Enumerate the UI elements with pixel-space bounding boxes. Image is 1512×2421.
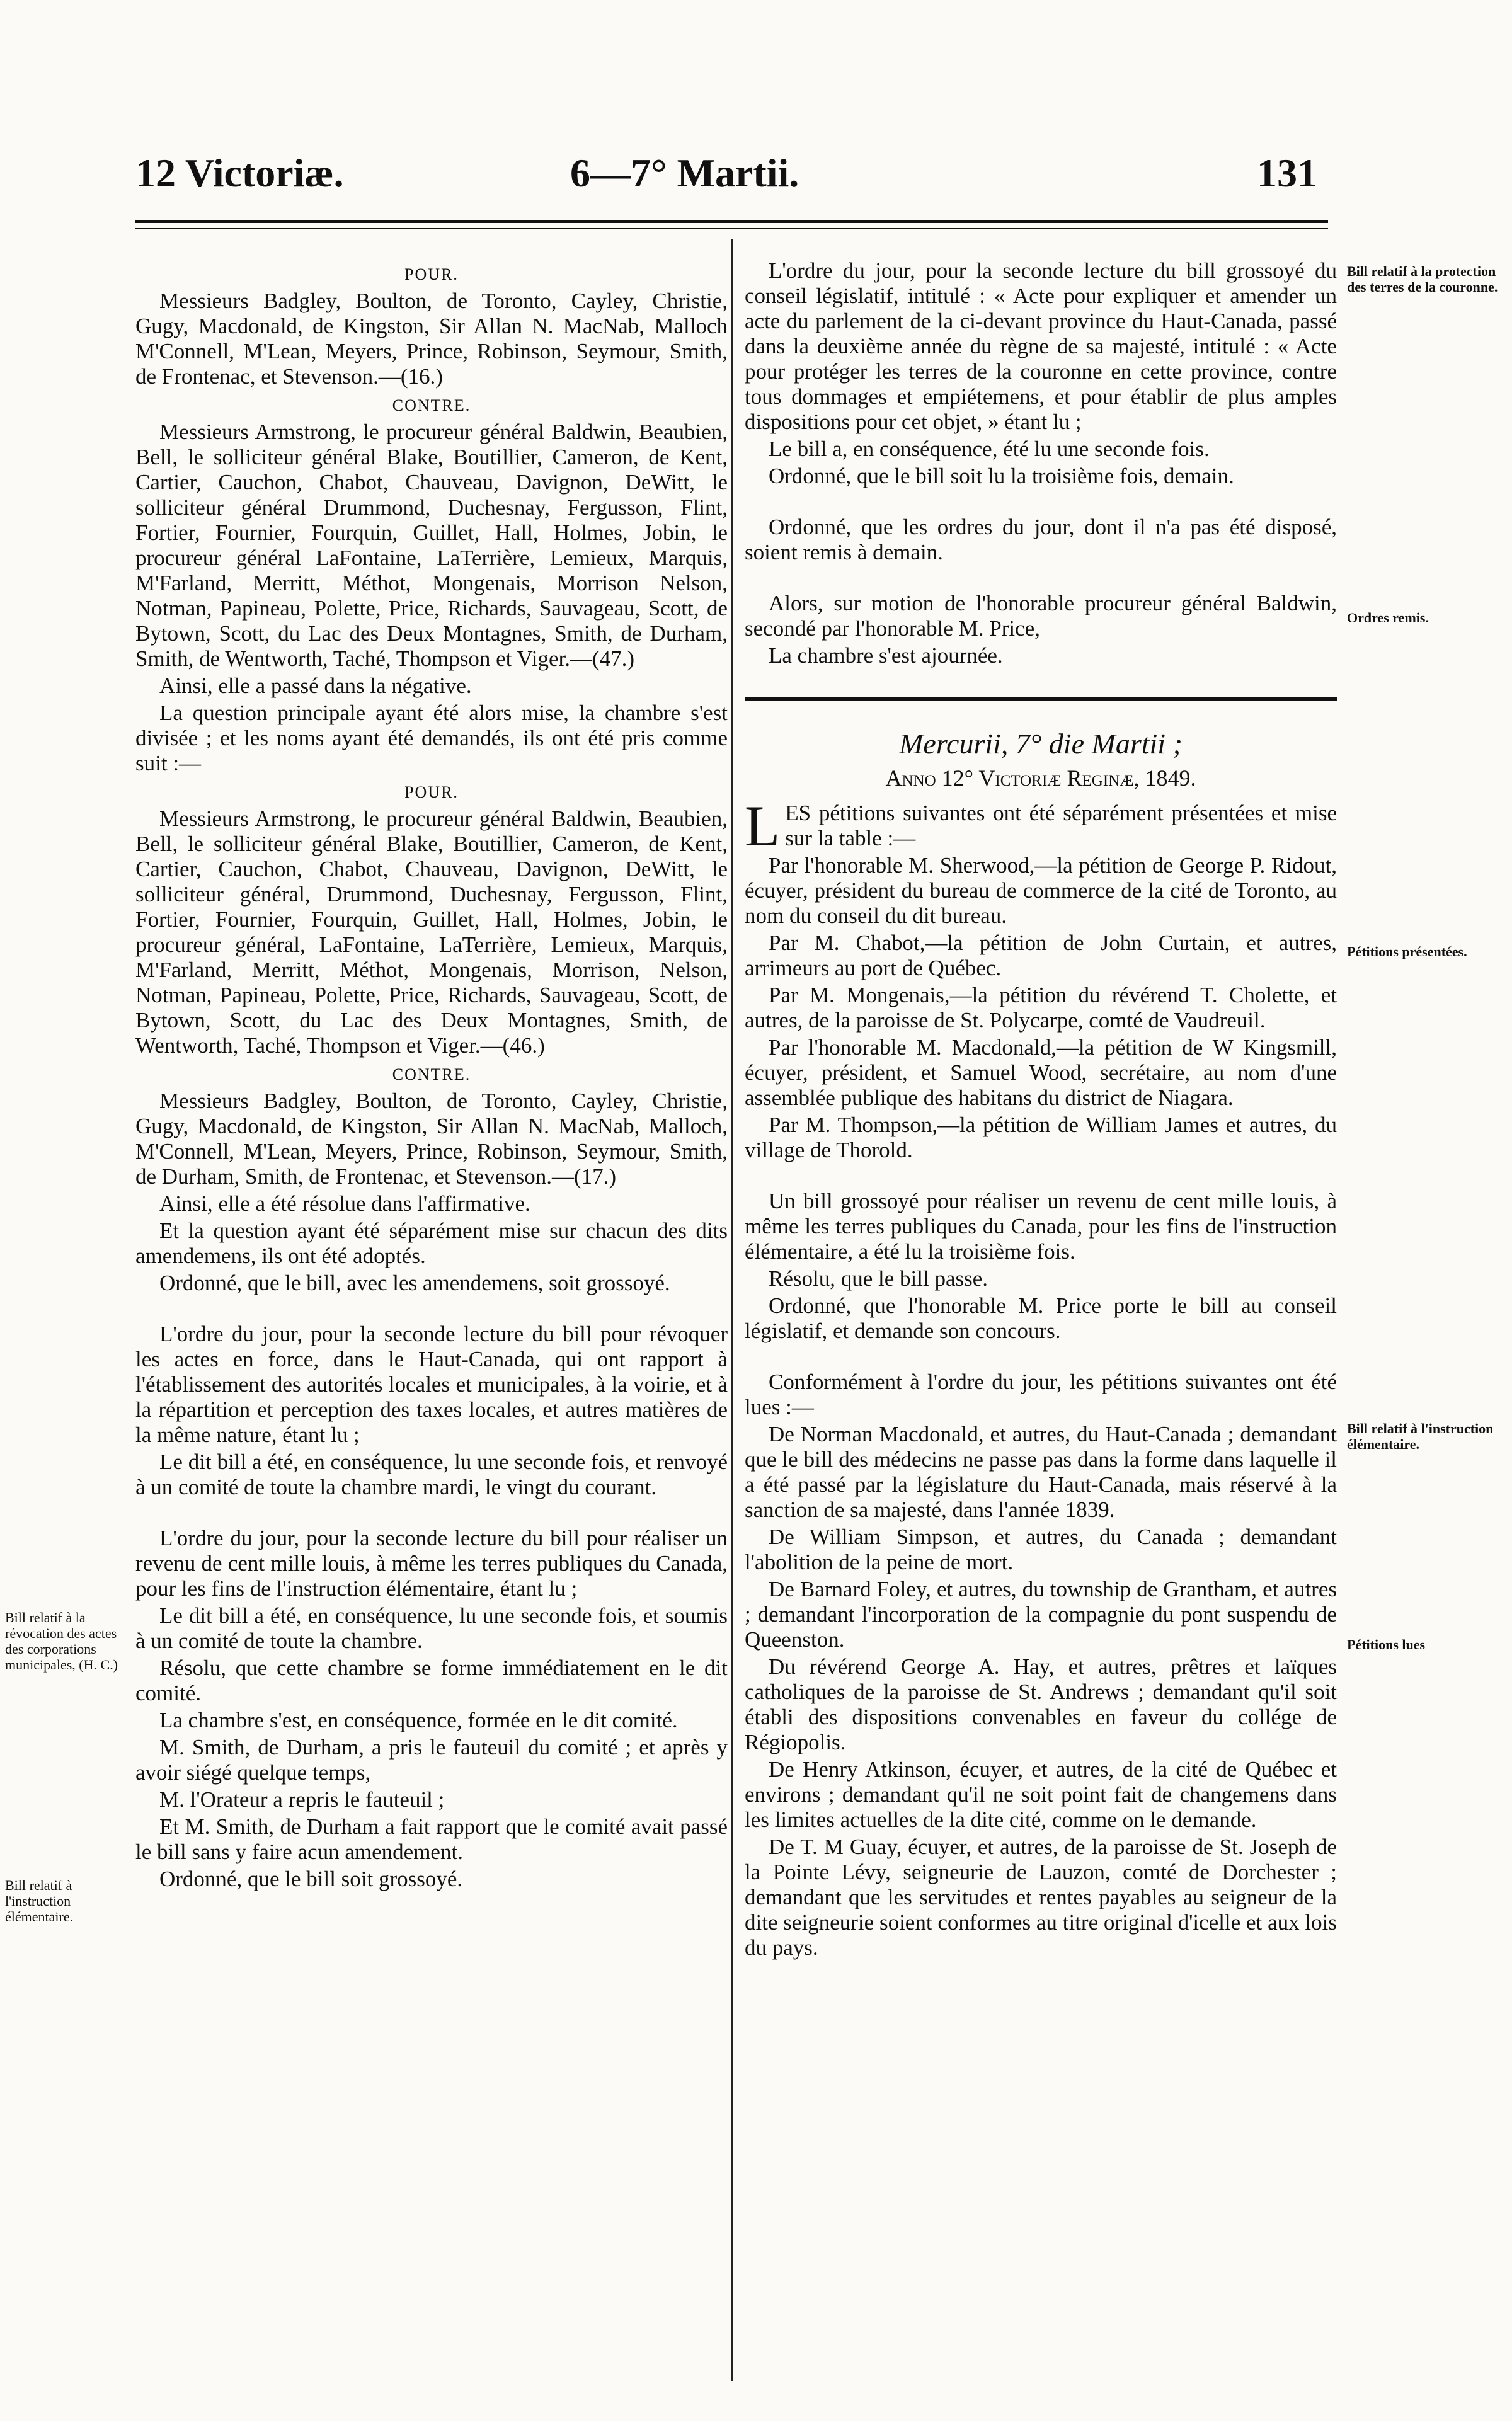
column-separator [731,239,733,2381]
paragraph: Et M. Smith, de Durham a fait rapport que le comité avait passé le bill sans y faire acun amendement. [135,1814,728,1864]
paragraph-gap [135,1502,728,1526]
vote-heading: POUR. [404,783,459,801]
paragraph: Ordonné, que le bill soit grossoyé. [159,1867,463,1891]
section-divider [745,697,1337,701]
paragraph: Le dit bill a été, en conséquence, lu une seconde fois, et renvoyé à un comité de toute la chambre mardi, le vingt du courant. [135,1450,728,1499]
paragraph: Par M. Mongenais,—la pétition du révérend T. Cholette, et autres, de la paroisse de St. Polycarpe, comté de Vaudreuil. [745,983,1337,1033]
paragraph: Ordonné, que le bill soit lu la troisième fois, demain. [769,464,1234,488]
page-number: 131 [1257,151,1317,195]
margin-note: Bill relatif à l'instruction élémentaire. [1347,1421,1494,1452]
paragraph: La question principale ayant été alors mise, la chambre s'est divisée ; et les noms ayant été demandés, ils ont été pris comme suit :— [135,701,728,776]
paragraph: Un bill grossoyé pour réaliser un revenu de cent mille louis, à même les terres publiques du Canada, pour les fins de l'instruction élémentaire, a été lu la troisième fois. [745,1189,1337,1264]
paragraph: L'ordre du jour, pour la seconde lecture du bill pour révoquer les actes en force, dans le Haut-Canada, qui ont rapport à l'établissement des autorités locales et municipales, à la voirie, et à la répartition et perception des taxes locales, et autres matières de la même nature, étant lu ; [135,1322,728,1447]
right-column [745,258,1337,2388]
paragraph: Par l'honorable M. Sherwood,—la pétition de George P. Ridout, écuyer, président du bureau de commerce de la cité de Toronto, au nom du conseil du dit bureau. [745,853,1337,928]
paragraph: ES pétitions suivantes ont été séparément présentées et mise sur la table :— [785,801,1337,850]
paragraph: Du révérend George A. Hay, et autres, prêtres et laïques catholiques de la paroisse de St. Andrews ; demandant qu'il soit établi des dispositions convenables en faveur du collége de Régiopolis. [745,1654,1337,1754]
paragraph-gap [745,1165,1337,1189]
margin-note: Bill relatif à la révocation des actes des corporations municipales, (H. C.) [5,1610,118,1673]
paragraph: Ainsi, elle a passé dans la négative. [159,673,472,698]
paragraph: La chambre s'est ajournée. [769,643,1003,668]
anno-line: Anno 12° Victoriæ Reginæ, 1849. [885,765,1196,791]
margin-note: Pétitions présentées. [1347,944,1467,959]
paragraph: M. Smith, de Durham, a pris le fauteuil du comité ; et après y avoir siégé quelque temps, [135,1735,728,1785]
paragraph: Messieurs Armstrong, le procureur général Baldwin, Beaubien, Bell, le solliciteur général Blake, Boutillier, Cameron, de Kent, Cartier, Cauchon, Chabot, Chauveau, Davignon, DeWitt, le solliciteur général, Drummond, Duchesnay, Fergusson, Flint, Fortier, Fournier, Fourquin, Guillet, Hall, Holmes, Jobin, le procureur général, LaFontaine, LaTerrière, Lemieux, Marquis, M'Farland, Merritt, Méthot, Mongenais, Morrison, Nelson, Notman, Papineau, Polette, Price, Richards, Sauvageau, Scott, de Bytown, Scott, du Lac des Deux Montagnes, Smith, de Wentworth, Taché, Thompson et Viger.—(46.) [135,806,728,1058]
paragraph-gap [745,567,1337,591]
paragraph: Messieurs Badgley, Boulton, de Toronto, Cayley, Christie, Gugy, Macdonald, de Kingston, Sir Allan N. MacNab, Malloch, M'Connell, M'Lean, Meyers, Prince, Robinson, Seymour, Smith, de Durham, Smith, de Frontenac, et Stevenson.—(17.) [135,1089,728,1189]
paragraph-gap [745,491,1337,515]
paragraph: L'ordre du jour, pour la seconde lecture du bill grossoyé du conseil législatif, intitulé : « Acte pour expliquer et amender un acte du parlement de la ci-devant province du Haut-Canada, passé dans la deuxième année du règne de sa majesté, intitulé : « Acte pour protéger les terres de la couronne en cette province, contre tous dommages et empiétemens, et pour établir de plus amples dispositions pour cet objet, » étant lu ; [745,258,1337,434]
paragraph: Ordonné, que le bill, avec les amendemens, soit grossoyé. [159,1271,670,1295]
paragraph: Le bill a, en conséquence, été lu une seconde fois. [769,437,1210,461]
paragraph: Messieurs Badgley, Boulton, de Toronto, Cayley, Christie, Gugy, Macdonald, de Kingston, Sir Allan N. MacNab, Malloch M'Connell, M'Lean, Meyers, Prince, Robinson, Seymour, Smith, de Frontenac, et Stevenson.—(16.) [135,289,728,389]
drop-cap: L [745,794,781,858]
paragraph: De Norman Macdonald, et autres, du Haut-Canada ; demandant que le bill des médecins ne passe pas dans la forme dans laquelle il a été passé par la législature du Haut-Canada, mais réservé à la sanction de sa majesté, dans l'année 1839. [745,1422,1337,1522]
right-top-section [745,258,1337,668]
vote-heading: CONTRE. [392,396,471,415]
paragraph: De T. M Guay, écuyer, et autres, de la paroisse de St. Joseph de la Pointe Lévy, seigneurie de Lauzon, comté de Dorchester ; demandant que les servitudes et rentes payables au seigneur de la dite seigneurie soient conformes au titre original d'icelle et aux lois du pays. [745,1834,1337,1960]
paragraph: Ordonné, que les ordres du jour, dont il n'a pas été disposé, soient remis à demain. [745,515,1337,564]
day-title: Mercurii, 7° die Martii ; [899,728,1183,760]
vote-heading: CONTRE. [392,1065,471,1084]
paragraph: Le dit bill a été, en conséquence, lu une seconde fois, et soumis à un comité de toute la chambre. [135,1603,728,1653]
paragraph: Messieurs Armstrong, le procureur général Baldwin, Beaubien, Bell, le solliciteur général Blake, Boutillier, Cameron, de Kent, Cartier, Cauchon, Chabot, Chauveau, Davignon, DeWitt, le solliciteur général Drummond, Duchesnay, Fergusson, Flint, Fortier, Fournier, Fourquin, Guillet, Hall, Holmes, Jobin, le procureur général LaFontaine, LaTerrière, Lemieux, Marquis, M'Farland, Merritt, Méthot, Mongenais, Morrison Nelson, Notman, Papineau, Polette, Price, Richards, Sauvageau, Scott, de Bytown, Scott, du Lac des Deux Montagnes, Smith, de Durham, Smith, de Wentworth, Taché, Thompson et Viger.—(47.) [135,420,728,671]
running-head-date: 6—7° Martii. [570,151,799,195]
paragraph: Par l'honorable M. Macdonald,—la pétition de W Kingsmill, écuyer, président, et Samuel Wood, secrétaire, au nom d'une assemblée publique des habitans du district de Niagara. [745,1035,1337,1110]
margin-note: Ordres remis. [1347,610,1429,626]
paragraph: De Barnard Foley, et autres, du township de Grantham, et autres ; demandant l'incorporation de la compagnie du pont suspendu de Queenston. [745,1577,1337,1652]
paragraph: L'ordre du jour, pour la seconde lecture du bill pour réaliser un revenu de cent mille louis, à même les terres publiques du Canada, pour les fins de l'instruction élémentaire, étant lu ; [135,1526,728,1601]
paragraph: De Henry Atkinson, écuyer, et autres, de la cité de Québec et environs ; demandant qu'il ne soit point fait de changemens dans les limites actuelles de la dite cité, comme on le demande. [745,1757,1337,1832]
paragraph-gap [135,1298,728,1322]
paragraph-gap [745,1346,1337,1370]
paragraph: De William Simpson, et autres, du Canada ; demandant l'abolition de la peine de mort. [745,1525,1337,1574]
paragraph: Ainsi, elle a été résolue dans l'affirmative. [159,1191,530,1216]
running-head-left: 12 Victoriæ. [135,151,344,195]
paragraph: Conformément à l'ordre du jour, les pétitions suivantes ont été lues :— [745,1370,1337,1419]
margin-note: Pétitions lues [1347,1637,1426,1652]
vote-heading: POUR. [404,265,459,283]
header-rule-thick [135,220,1328,223]
right-bottom-section [745,794,1337,1960]
paragraph: Et la question ayant été séparément mise sur chacun des dits amendemens, ils ont été adoptés. [135,1218,728,1268]
paragraph: M. l'Orateur a repris le fauteuil ; [159,1787,445,1812]
header-rule-thin [135,228,1328,229]
paragraph: Résolu, que le bill passe. [769,1266,988,1291]
margin-note: Bill relatif à la protection des terres de la couronne. [1347,263,1498,295]
paragraph: La chambre s'est, en conséquence, formée en le dit comité. [159,1708,678,1732]
paragraph: Ordonné, que l'honorable M. Price porte le bill au conseil législatif, et demande son concours. [745,1293,1337,1343]
paragraph: Par M. Thompson,—la pétition de William James et autres, du village de Thorold. [745,1113,1337,1162]
margin-note: Bill relatif à l'instruction élémentaire. [5,1877,74,1925]
paragraph: Résolu, que cette chambre se forme immédiatement en le dit comité. [135,1656,728,1705]
paragraph: Alors, sur motion de l'honorable procureur général Baldwin, secondé par l'honorable M. Price, [745,591,1337,641]
left-column [135,258,728,2388]
paragraph: Par M. Chabot,—la pétition de John Curtain, et autres, arrimeurs au port de Québec. [745,930,1337,980]
